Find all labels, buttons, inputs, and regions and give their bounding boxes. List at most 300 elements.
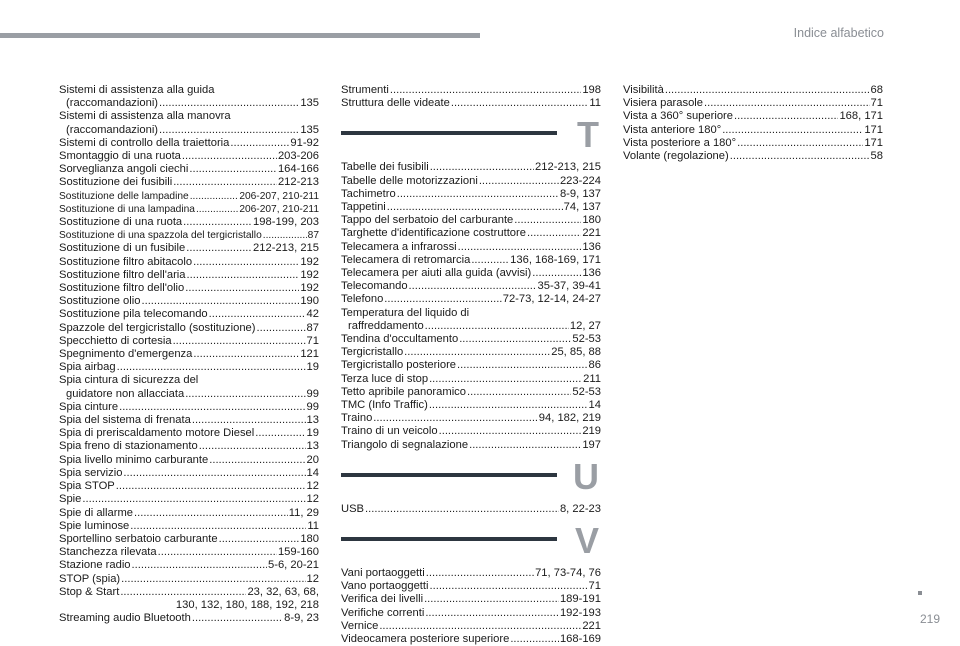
entry-label: Tendina d'occultamento xyxy=(341,333,459,346)
dot-leader xyxy=(190,190,239,203)
index-entry xyxy=(59,427,319,440)
entry-list xyxy=(59,84,319,625)
entry-page-ref: 19 xyxy=(306,427,319,440)
index-entry xyxy=(59,586,319,599)
entry-page-ref: 12 xyxy=(306,480,319,493)
dot-leader xyxy=(429,399,588,412)
entry-page-ref: 12 xyxy=(306,572,319,585)
entry-label: Spie di allarme xyxy=(59,506,133,519)
entry-page-ref: 164-166 xyxy=(277,163,319,176)
entry-page-ref: 91-92 xyxy=(290,136,319,149)
entry-page-ref: 180 xyxy=(300,532,319,545)
entry-label: Spia di preriscaldamento motore Diesel xyxy=(59,427,255,440)
dot-leader xyxy=(209,308,306,321)
entry-page-ref: 212-213, 215 xyxy=(535,161,601,174)
dot-leader xyxy=(451,97,589,110)
entry-page-ref: 168-169 xyxy=(559,633,601,646)
dot-leader xyxy=(159,124,299,137)
entry-label: Strumenti xyxy=(341,84,389,96)
index-entry xyxy=(341,567,601,580)
entry-label: Tappo del serbatoio del carburante xyxy=(341,214,514,227)
entry-page-ref: 197 xyxy=(582,438,601,451)
index-entry xyxy=(341,399,601,412)
entry-label: Struttura delle videate xyxy=(341,97,450,110)
entry-label: Visibilità xyxy=(623,84,664,96)
entry-label: Verifiche correnti xyxy=(341,606,425,619)
index-entry xyxy=(59,520,319,533)
dot-leader xyxy=(199,440,306,453)
index-entry xyxy=(623,97,883,110)
index-entry xyxy=(59,480,319,493)
entry-page-ref: 20 xyxy=(306,453,319,466)
entry-page-ref: 87 xyxy=(307,230,319,242)
index-entry xyxy=(59,229,319,242)
dot-leader xyxy=(82,493,305,506)
entry-label: raffreddamento xyxy=(348,319,424,332)
entry-page-ref: 86 xyxy=(588,359,601,372)
dot-leader xyxy=(120,586,246,599)
entry-page-ref: 136 xyxy=(582,267,601,280)
entry-page-ref: 211 xyxy=(583,372,601,385)
dot-leader xyxy=(116,480,306,493)
entry-label: Vista posteriore a 180° xyxy=(623,136,737,149)
dot-leader xyxy=(404,346,550,359)
entry-label: Spia cinture xyxy=(59,400,119,413)
dot-leader xyxy=(134,507,288,520)
dot-leader xyxy=(373,412,537,425)
entry-page-ref: 223-224 xyxy=(559,174,601,187)
index-entry xyxy=(59,440,319,453)
index-entry: Temperatura del liquido di xyxy=(341,306,470,319)
index-entry xyxy=(341,503,601,516)
entry-label: guidatore non allacciata xyxy=(66,387,185,400)
dot-leader xyxy=(514,214,581,227)
entry-page-ref: 42 xyxy=(306,308,319,321)
index-entry xyxy=(59,361,319,374)
index-column-3 xyxy=(623,84,883,163)
dot-leader xyxy=(263,229,307,242)
index-entry xyxy=(59,322,319,335)
index-entry xyxy=(341,593,601,606)
section-header-t xyxy=(341,114,601,161)
dot-leader xyxy=(467,386,571,399)
dot-leader xyxy=(141,295,299,308)
entry-label: Sostituzione delle lampadine xyxy=(59,190,189,202)
entry-label: Telecamera a infrarossi xyxy=(341,240,457,253)
index-column-1 xyxy=(59,84,319,625)
dot-leader xyxy=(390,84,581,97)
entry-label: Spia servizio xyxy=(59,466,123,479)
entry-label: Sostituzione filtro dell'aria xyxy=(59,268,186,281)
entry-label: Sostituzione dei fusibili xyxy=(59,176,173,189)
index-entry: Spia cintura di sicurezza del xyxy=(59,374,199,387)
index-entry xyxy=(341,607,601,620)
index-entry xyxy=(341,346,601,359)
dot-leader xyxy=(479,175,559,188)
entry-label: Terza luce di stop xyxy=(341,372,429,385)
index-entry xyxy=(341,412,601,425)
entry-label: Stop & Start xyxy=(59,585,120,598)
entry-page-ref: 135 xyxy=(300,97,319,110)
entry-list xyxy=(341,567,601,646)
entry-page-ref: 171 xyxy=(864,123,883,136)
entry-page-ref: 135 xyxy=(300,123,319,136)
entry-page-ref: 14 xyxy=(306,466,319,479)
dot-leader xyxy=(425,607,559,620)
index-entry xyxy=(341,254,601,267)
index-entry xyxy=(341,280,601,293)
index-entry xyxy=(59,454,319,467)
index-entry xyxy=(341,227,601,240)
dot-leader xyxy=(192,414,306,427)
dot-leader xyxy=(379,620,581,633)
index-entry xyxy=(341,359,601,372)
entry-page-ref: 8-9, 23 xyxy=(284,612,319,625)
entry-label: Sistemi di controllo della traiettoria xyxy=(59,136,230,149)
index-entry xyxy=(59,348,319,361)
index-entry xyxy=(341,373,601,386)
dot-leader xyxy=(532,267,581,280)
index-entry xyxy=(59,150,319,163)
entry-label: Sorveglianza angoli ciechi xyxy=(59,163,189,176)
entry-label: Sostituzione di una ruota xyxy=(59,216,183,229)
entry-list xyxy=(341,84,601,110)
index-entry xyxy=(59,308,319,321)
dot-leader xyxy=(132,559,267,572)
entry-page-ref: 192 xyxy=(300,282,319,295)
page-number: 219 xyxy=(919,612,940,626)
header-bar xyxy=(0,33,480,38)
entry-list xyxy=(341,503,601,516)
entry-page-ref: 52-53 xyxy=(572,333,601,346)
index-entry xyxy=(341,188,601,201)
dot-leader xyxy=(734,110,838,123)
entry-label: Sostituzione pila telecomando xyxy=(59,308,208,321)
entry-label: Vernice xyxy=(341,619,379,632)
page-header-title: Indice alfabetico xyxy=(793,26,884,40)
entry-page-ref: 11 xyxy=(589,97,601,110)
index-entry xyxy=(341,320,601,333)
entry-page-ref: 212-213, 215 xyxy=(253,242,319,255)
dot-leader xyxy=(425,320,569,333)
index-entry xyxy=(341,241,601,254)
dot-leader xyxy=(219,533,300,546)
index-entry xyxy=(59,533,319,546)
entry-page-ref: 8, 22-23 xyxy=(559,502,601,515)
index-entry xyxy=(341,267,601,280)
entry-label: Sostituzione filtro dell'olio xyxy=(59,282,185,295)
entry-page-ref: 71 xyxy=(306,334,319,347)
index-entry xyxy=(59,493,319,506)
dot-leader xyxy=(193,348,299,361)
dot-leader xyxy=(409,280,537,293)
entry-page-ref: 12, 27 xyxy=(569,319,601,332)
entry-page-ref: 136 xyxy=(582,240,601,253)
entry-page-ref: 19 xyxy=(306,361,319,374)
entry-page-ref: 206-207, 210-211 xyxy=(239,203,319,215)
entry-label: Spia livello minimo carburante xyxy=(59,453,209,466)
entry-page-ref: 8-9, 137 xyxy=(559,187,601,200)
index-entry xyxy=(623,150,883,163)
entry-list xyxy=(623,84,883,163)
dot-leader xyxy=(193,256,299,269)
index-entry xyxy=(341,386,601,399)
entry-page-ref: 13 xyxy=(306,440,319,453)
section-header-u xyxy=(341,455,601,503)
entry-label: Telecamera di retromarcia xyxy=(341,253,471,266)
dot-leader xyxy=(196,203,238,216)
entry-page-ref: 72-73, 12-14, 24-27 xyxy=(502,293,601,306)
entry-page-ref: 198-199, 203 xyxy=(253,216,319,229)
entry-label: Sostituzione olio xyxy=(59,295,141,308)
entry-page-ref: 212-213 xyxy=(277,176,319,189)
entry-page-ref: 203-206 xyxy=(277,150,319,163)
entry-label: Vista a 360° superiore xyxy=(623,110,733,123)
dot-leader xyxy=(185,282,299,295)
dot-leader xyxy=(430,161,534,174)
index-entry: 130, 132, 180, 188, 192, 218 xyxy=(175,598,319,611)
entry-page-ref: 219 xyxy=(582,425,601,438)
entry-label: Telecamera per aiuti alla guida (avvisi) xyxy=(341,267,532,280)
dot-leader xyxy=(119,401,305,414)
entry-label: Sportellino serbatoio carburante xyxy=(59,532,218,545)
entry-label: TMC (Info Traffic) xyxy=(341,399,428,412)
entry-page-ref: 221 xyxy=(582,227,601,240)
entry-list xyxy=(341,161,601,451)
dot-leader xyxy=(192,612,283,625)
dot-leader xyxy=(665,84,870,97)
entry-label: Volante (regolazione) xyxy=(623,150,729,163)
entry-label: Triangolo di segnalazione xyxy=(341,438,469,451)
dot-leader xyxy=(185,388,305,401)
entry-label: Vani portaoggetti xyxy=(341,567,425,580)
index-entry xyxy=(59,176,319,189)
index-entry xyxy=(341,333,601,346)
entry-page-ref: 190 xyxy=(300,295,319,308)
dot-leader xyxy=(730,150,870,163)
index-entry xyxy=(59,242,319,255)
index-entry xyxy=(59,335,319,348)
entry-label: Smontaggio di una ruota xyxy=(59,150,181,163)
entry-label: Spia del sistema di frenata xyxy=(59,414,191,427)
index-entry xyxy=(59,216,319,229)
dot-leader xyxy=(384,293,501,306)
index-entry xyxy=(59,388,319,401)
index-entry xyxy=(59,124,319,137)
entry-label: Videocamera posteriore superiore xyxy=(341,633,510,646)
section-letter: U xyxy=(573,455,599,497)
index-entry xyxy=(341,425,601,438)
entry-page-ref: 121 xyxy=(300,348,319,361)
entry-label: Tachimetro xyxy=(341,187,396,200)
entry-page-ref: 5-6, 20-21 xyxy=(268,559,319,572)
index-entry xyxy=(341,580,601,593)
index-entry xyxy=(341,97,601,110)
dot-leader xyxy=(173,176,277,189)
dot-leader xyxy=(458,241,582,254)
entry-label: Verifica dei livelli xyxy=(341,593,424,606)
index-entry xyxy=(59,269,319,282)
entry-page-ref: 68 xyxy=(870,84,883,96)
entry-label: (raccomandazioni) xyxy=(66,97,159,110)
dot-leader xyxy=(130,520,306,533)
index-entry xyxy=(59,414,319,427)
dot-leader xyxy=(158,546,277,559)
dot-leader xyxy=(426,567,534,580)
entry-page-ref: 99 xyxy=(306,400,319,413)
entry-label: Spia airbag xyxy=(59,361,116,374)
entry-page-ref: 25, 85, 88 xyxy=(551,346,601,359)
dot-leader xyxy=(365,503,559,516)
page-marker xyxy=(918,591,922,595)
entry-page-ref: 171 xyxy=(864,136,883,149)
index-entry xyxy=(623,84,883,97)
dot-leader xyxy=(737,137,863,150)
entry-label: Telefono xyxy=(341,293,384,306)
entry-label: Tappetini xyxy=(341,201,386,214)
entry-label: Sostituzione di un fusibile xyxy=(59,242,186,255)
entry-page-ref: 192-193 xyxy=(559,606,601,619)
entry-page-ref: 136, 168-169, 171 xyxy=(510,253,601,266)
entry-label: Spazzole del tergicristallo (sostituzione) xyxy=(59,321,256,334)
index-entry xyxy=(59,295,319,308)
dot-leader xyxy=(439,425,582,438)
entry-page-ref: 180 xyxy=(582,214,601,227)
index-entry xyxy=(341,175,601,188)
dot-leader xyxy=(469,439,581,452)
entry-label: Vista anteriore 180° xyxy=(623,123,722,136)
entry-page-ref: 221 xyxy=(582,619,601,632)
entry-label: Targhette d'identificazione costruttore xyxy=(341,227,526,240)
index-entry xyxy=(59,203,319,216)
dot-leader xyxy=(704,97,870,110)
index-entry xyxy=(59,190,319,203)
dot-leader xyxy=(189,163,277,176)
section-divider xyxy=(341,131,557,135)
index-entry xyxy=(341,161,601,174)
entry-label: Telecomando xyxy=(341,280,408,293)
entry-label: Sostituzione filtro abitacolo xyxy=(59,255,193,268)
dot-leader xyxy=(471,254,509,267)
index-entry xyxy=(59,507,319,520)
entry-label: Tabelle dei fusibili xyxy=(341,161,429,174)
entry-label: Tetto apribile panoramico xyxy=(341,385,466,398)
entry-page-ref: 14 xyxy=(588,399,601,412)
dot-leader xyxy=(459,333,571,346)
entry-label: Tabelle delle motorizzazioni xyxy=(341,174,478,187)
entry-label: STOP (spia) xyxy=(59,572,121,585)
index-entry xyxy=(341,439,601,452)
dot-leader xyxy=(387,201,563,214)
entry-page-ref: 23, 32, 63, 68, xyxy=(247,585,319,598)
entry-page-ref: 87 xyxy=(306,321,319,334)
entry-label: Visiera parasole xyxy=(623,97,704,110)
dot-leader xyxy=(209,454,305,467)
index-entry xyxy=(59,97,319,110)
index-entry xyxy=(59,573,319,586)
index-entry xyxy=(59,612,319,625)
entry-label: Tergicristallo xyxy=(341,346,404,359)
entry-page-ref: 168, 171 xyxy=(839,110,883,123)
dot-leader xyxy=(123,467,305,480)
entry-label: Spegnimento d'emergenza xyxy=(59,348,193,361)
entry-page-ref: 99 xyxy=(306,387,319,400)
dot-leader xyxy=(121,573,305,586)
entry-page-ref: 189-191 xyxy=(559,593,601,606)
dot-leader xyxy=(187,269,300,282)
entry-page-ref: 12 xyxy=(306,493,319,506)
entry-label: Streaming audio Bluetooth xyxy=(59,612,191,625)
dot-leader xyxy=(257,322,306,335)
dot-leader xyxy=(722,124,863,137)
dot-leader xyxy=(397,188,559,201)
dot-leader xyxy=(255,427,305,440)
dot-leader xyxy=(424,593,559,606)
entry-label: Traino di un veicolo xyxy=(341,425,438,438)
entry-page-ref: 11 xyxy=(307,519,319,532)
entry-page-ref: 71, 73-74, 76 xyxy=(535,567,601,580)
section-letter: T xyxy=(577,114,599,156)
index-entry xyxy=(341,293,601,306)
entry-page-ref: 35-37, 39-41 xyxy=(537,280,601,293)
index-entry: Sistemi di assistenza alla manovra xyxy=(59,110,231,123)
entry-page-ref: 192 xyxy=(300,255,319,268)
index-entry xyxy=(59,401,319,414)
section-header-v xyxy=(341,520,601,567)
dot-leader xyxy=(186,242,252,255)
entry-label: Tergicristallo posteriore xyxy=(341,359,457,372)
entry-page-ref: 58 xyxy=(870,150,883,163)
entry-page-ref: 11, 29 xyxy=(288,506,319,519)
index-entry xyxy=(59,467,319,480)
entry-label: Spia STOP xyxy=(59,480,115,493)
entry-label: Vano portaoggetti xyxy=(341,580,429,593)
index-entry: Sistemi di assistenza alla guida xyxy=(59,84,215,96)
index-entry xyxy=(341,201,601,214)
entry-label: Sostituzione di una lampadina xyxy=(59,203,195,215)
index-entry xyxy=(59,163,319,176)
index-column-2 xyxy=(341,84,601,646)
dot-leader xyxy=(527,227,581,240)
dot-leader xyxy=(173,335,306,348)
index-entry xyxy=(623,110,883,123)
index-entry xyxy=(341,214,601,227)
index-entry xyxy=(59,282,319,295)
entry-label: (raccomandazioni) xyxy=(66,123,159,136)
entry-page-ref: 71 xyxy=(870,97,883,110)
index-entry xyxy=(59,137,319,150)
entry-page-ref: 13 xyxy=(306,414,319,427)
entry-label: USB xyxy=(341,502,365,515)
dot-leader xyxy=(117,361,306,374)
entry-label: Stanchezza rilevata xyxy=(59,546,157,559)
index-entry xyxy=(59,256,319,269)
index-entry xyxy=(341,620,601,633)
entry-label: Specchietto di cortesia xyxy=(59,334,172,347)
entry-label: Stazione radio xyxy=(59,559,131,572)
dot-leader xyxy=(429,373,582,386)
entry-page-ref: 206-207, 210-211 xyxy=(239,190,319,202)
entry-label: Sostituzione di una spazzola del tergicristallo xyxy=(59,230,262,242)
dot-leader xyxy=(230,137,289,150)
entry-label: Traino xyxy=(341,412,373,425)
index-entry xyxy=(59,559,319,572)
dot-leader xyxy=(159,97,299,110)
entry-page-ref: 192 xyxy=(300,268,319,281)
index-entry xyxy=(623,137,883,150)
dot-leader xyxy=(430,580,588,593)
section-divider xyxy=(341,537,557,541)
